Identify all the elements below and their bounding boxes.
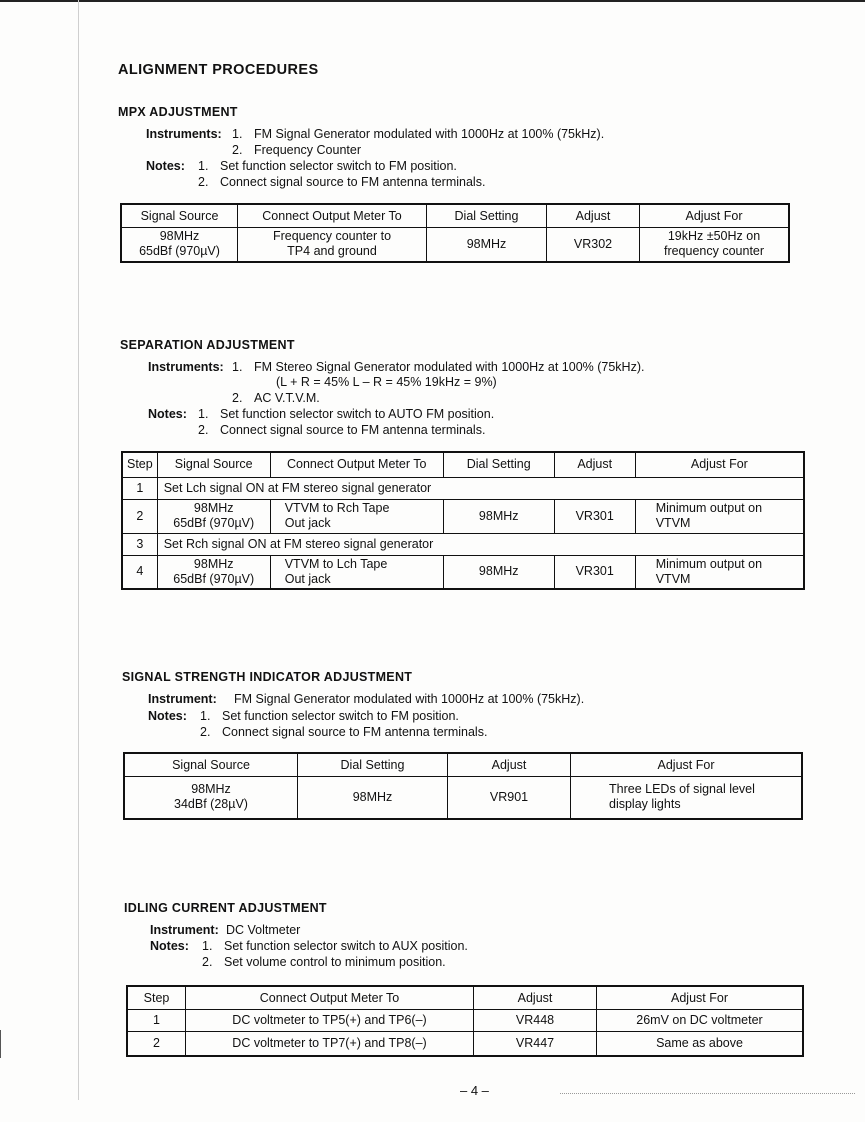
cell-line: Frequency counter to [272,229,392,244]
instrument-text: DC Voltmeter [226,923,301,937]
cell-line: frequency counter [663,244,765,259]
meter-cell [270,555,443,589]
instrument-text: AC V.T.V.M. [254,391,320,405]
table-header-row [121,204,789,228]
step-cell: 4 [122,555,157,589]
table-row [122,499,804,533]
instrument-text: Frequency Counter [254,143,362,157]
step-cell: 3 [122,533,157,555]
signal-note-2 [200,725,487,739]
cell-line: VTVM to Lch Tape [284,556,388,571]
adjust-cell: VR301 [554,555,635,589]
table-row [122,533,804,555]
list-number: 1. [198,407,209,421]
header-cell: Connect Output Meter To [186,986,474,1010]
cell-line: 65dBf (970µV) [173,516,255,530]
header-cell: Adjust For [571,753,803,777]
step-cell: 1 [127,1010,186,1032]
page-title: ALIGNMENT PROCEDURES [118,62,319,78]
notes-label: Notes: [150,939,189,953]
binding-margin-line [78,0,79,1100]
note-text: Set function selector switch to FM position. [220,159,457,173]
table-row [122,555,804,589]
header-cell: Signal Source [157,452,270,477]
signal-source-cell [121,228,238,262]
header-cell: Step [127,986,186,1010]
table-row [127,1010,803,1032]
meter-cell: DC voltmeter to TP5(+) and TP6(–) [186,1010,474,1032]
instruments-label: Instruments: [146,127,222,141]
table-row [122,477,804,499]
separation-instrument-1b: (L + R = 45% L – R = 45% 19kHz = 9%) [276,375,497,389]
step-cell: 2 [122,499,157,533]
list-number: 2. [198,423,209,437]
adjust-for-cell: 26mV on DC voltmeter [597,1010,804,1032]
meter-cell [238,228,427,262]
list-number: 1. [232,360,243,374]
cell-line: Three LEDs of signal level [609,782,755,797]
cell-line: 65dBf (970µV) [173,571,255,586]
cell-line: 34dBf (28µV) [174,797,248,812]
adjust-cell: VR302 [547,228,640,262]
separation-note-2 [198,423,485,437]
notes-label: Notes: [148,709,187,723]
instrument-label: Instrument: [150,923,219,937]
header-cell: Adjust [554,452,635,477]
dial-cell: 98MHz [427,228,547,262]
list-number: 1. [202,939,213,953]
separation-note-1 [148,407,494,421]
table-header-row [127,986,803,1010]
adjust-for-cell [635,499,804,533]
dial-cell: 98MHz [443,499,554,533]
header-cell: Dial Setting [427,204,547,228]
header-cell: Signal Source [121,204,238,228]
cell-line: VTVM [655,571,691,586]
list-number: 2. [198,175,209,189]
header-cell: Connect Output Meter To [238,204,427,228]
list-number: 1. [198,159,209,173]
adjust-cell: VR901 [448,777,571,819]
idling-note-1 [150,939,468,953]
step-cell: 2 [127,1032,186,1056]
adjust-for-cell [640,228,790,262]
note-text: Connect signal source to FM antenna terminals. [220,423,486,437]
list-number: 2. [202,955,213,969]
header-cell: Connect Output Meter To [270,452,443,477]
cell-line: display lights [609,797,681,812]
instrument-text: FM Signal Generator modulated with 1000Hz at 100% (75kHz). [254,127,605,141]
cell-line: 98MHz [193,556,234,571]
mpx-heading: MPX ADJUSTMENT [118,105,238,119]
notes-label: Notes: [148,407,187,421]
instrument-label: Instrument: [148,692,217,706]
table-row [127,1032,803,1056]
meter-cell: DC voltmeter to TP7(+) and TP8(–) [186,1032,474,1056]
header-cell: Adjust [448,753,571,777]
list-number: 2. [232,143,243,157]
mpx-instrument-1 [146,127,604,141]
mpx-table [120,203,790,263]
signal-source-cell [157,555,270,589]
top-border [0,0,865,2]
signal-note-1 [148,709,459,723]
note-text: Connect signal source to FM antenna terminals. [222,725,488,739]
cell-line: 65dBf (970µV) [139,244,220,259]
header-cell: Adjust [474,986,597,1010]
table-row [124,777,802,819]
signal-instrument [148,692,584,706]
header-cell: Signal Source [124,753,298,777]
instrument-text: FM Signal Generator modulated with 1000Hz at 100% (75kHz). [234,692,585,706]
instruction-cell: Set Lch signal ON at FM stereo signal generator [157,477,804,499]
cell-line: Minimum output on [655,556,763,571]
list-number: 1. [232,127,243,141]
cell-line: TP4 and ground [287,244,377,259]
header-cell: Dial Setting [298,753,448,777]
mpx-note-2 [198,175,485,189]
cell-line: Out jack [284,571,331,586]
cell-line: 98MHz [159,229,200,244]
signal-strength-table [123,752,803,820]
table-header-row [124,753,802,777]
adjust-cell: VR301 [554,499,635,533]
separation-table [121,451,805,590]
adjust-cell: VR447 [474,1032,597,1056]
table-header-row [122,452,804,477]
cell-line: VTVM [655,516,691,530]
cell-line: 98MHz [191,782,231,797]
adjust-for-cell [571,777,803,819]
table-row [121,228,789,262]
idling-instrument [150,923,300,937]
cell-line: Minimum output on [655,501,763,515]
adjust-cell: VR448 [474,1010,597,1032]
signal-source-cell [157,499,270,533]
page-number: – 4 – [460,1083,489,1098]
header-cell: Step [122,452,157,477]
header-cell: Dial Setting [443,452,554,477]
adjust-for-cell [635,555,804,589]
header-cell: Adjust [547,204,640,228]
signal-source-cell [124,777,298,819]
separation-heading: SEPARATION ADJUSTMENT [120,338,295,352]
instrument-text: FM Stereo Signal Generator modulated with 1000Hz at 100% (75kHz). [254,360,645,374]
adjust-for-cell: Same as above [597,1032,804,1056]
cell-line: 19kHz ±50Hz on [667,229,761,244]
step-cell: 1 [122,477,157,499]
instruction-cell: Set Rch signal ON at FM stereo signal generator [157,533,804,555]
mpx-note-1 [146,159,457,173]
separation-instrument-1 [148,360,644,374]
note-text: Set function selector switch to AUX position. [224,939,468,953]
note-text: Set volume control to minimum position. [224,955,446,969]
separation-instrument-2 [232,391,320,405]
note-text: Set function selector switch to AUTO FM position. [220,407,495,421]
bottom-dotted-line [560,1093,855,1094]
header-cell: Adjust For [597,986,804,1010]
signal-strength-heading: SIGNAL STRENGTH INDICATOR ADJUSTMENT [122,670,413,684]
meter-cell [270,499,443,533]
header-cell: Adjust For [635,452,804,477]
idling-note-2 [202,955,446,969]
dial-cell: 98MHz [443,555,554,589]
cell-line: 98MHz [193,501,234,515]
note-text: Set function selector switch to FM position. [222,709,459,723]
instruments-label: Instruments: [148,360,224,374]
margin-mark [0,1030,1,1058]
notes-label: Notes: [146,159,185,173]
header-cell: Adjust For [640,204,790,228]
cell-line: VTVM to Rch Tape [284,501,390,515]
list-number: 2. [200,725,211,739]
idling-heading: IDLING CURRENT ADJUSTMENT [124,901,327,915]
dial-cell: 98MHz [298,777,448,819]
cell-line: Out jack [284,516,331,530]
list-number: 2. [232,391,243,405]
list-number: 1. [200,709,211,723]
note-text: Connect signal source to FM antenna terminals. [220,175,486,189]
idling-table [126,985,804,1057]
mpx-instrument-2 [232,143,361,157]
